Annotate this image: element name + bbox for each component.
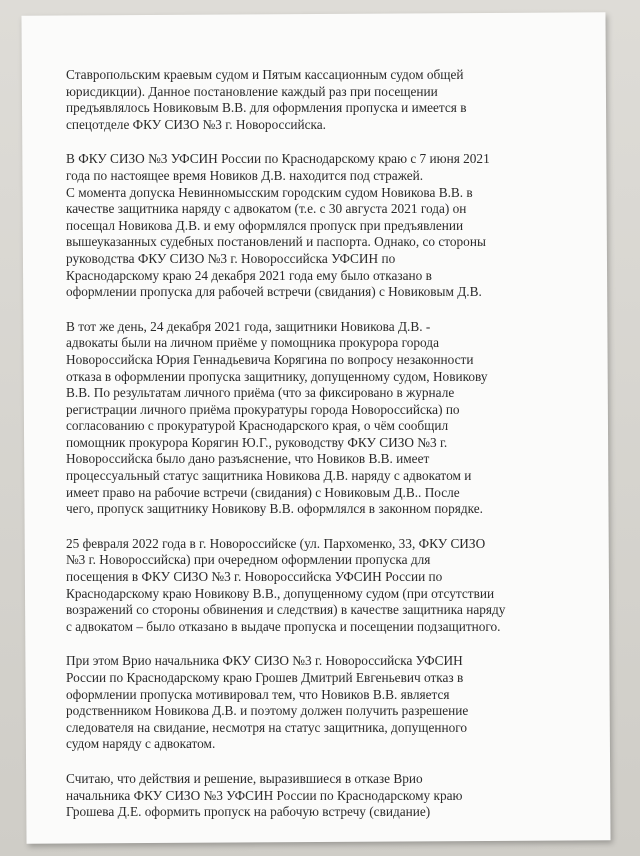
text-line: оформлении пропуска мотивировал тем, что Новиков В.В. является — [66, 686, 450, 702]
text-line: чего, пропуск защитнику Новикову В.В. оформлялся в законном порядке. — [66, 501, 483, 517]
paragraph-1 — [66, 67, 556, 133]
text-line: предъявлялось Новиковым В.В. для оформления пропуска и имеется в — [66, 100, 467, 116]
text-line: спецотделе ФКУ СИЗО №3 г. Новороссийска. — [66, 116, 326, 132]
text-line: При этом Врио начальника ФКУ СИЗО №3 г. Новороссийска УФСИН — [66, 653, 463, 669]
text-line: Считаю, что действия и решение, выразившиеся в отказе Врио — [66, 770, 423, 786]
paragraph-2 — [66, 151, 556, 300]
text-line: качестве защитника наряду с адвокатом (т.е. с 30 августа 2021 года) он — [66, 201, 467, 217]
text-line: В тот же день, 24 декабря 2021 года, защитники Новикова Д.В. - — [66, 318, 431, 334]
text-line: года по настоящее время Новиков Д.В. находится под стражей. — [66, 167, 424, 183]
text-line: вышеуказанных судебных постановлений и паспорта. Однако, со стороны — [66, 234, 486, 250]
text-line: В.В. По результатам личного приёма (что за фиксировано в журнале — [66, 385, 455, 401]
text-line: отказа в оформлении пропуска защитнику, допущенному судом, Новикову — [66, 368, 488, 384]
document-body — [66, 67, 556, 821]
paragraph-3 — [66, 319, 556, 518]
text-line: Краснодарскому краю Новикову В.В., допущенному судом (при отсутствии — [66, 585, 495, 601]
text-line: Ставропольским краевым судом и Пятым кассационным судом общей — [66, 67, 464, 82]
paragraph-6 — [66, 771, 556, 821]
text-line: регистрации личного приёма прокуратуры города Новороссийска) по — [66, 401, 460, 417]
text-line: С момента допуска Невинномысским городским судом Новикова В.В. в — [66, 184, 473, 200]
text-line: имеет право на рабочие встречи (свидания) с Новиковым Д.В.. После — [66, 484, 460, 500]
text-line: №3 г. Новороссийска) при очередном оформлении пропуска для — [66, 552, 431, 568]
text-line: руководства ФКУ СИЗО №3 г. Новороссийска УФСИН по — [66, 250, 396, 266]
text-line: начальника ФКУ СИЗО №3 УФСИН России по Краснодарскому краю — [66, 787, 463, 803]
text-line: 25 февраля 2022 года в г. Новороссийске (ул. Пархоменко, 33, ФКУ СИЗО — [66, 535, 486, 551]
text-line: посещал Новикова Д.В. и ему оформлялся пропуск при предъявлении — [66, 217, 464, 233]
text-line: помощник прокурора Корягин Ю.Г., руководству ФКУ СИЗО №3 г. — [66, 434, 448, 450]
text-line: с адвокатом – было отказано в выдаче пропуска и посещении подзащитного. — [66, 618, 501, 634]
text-line: оформлении пропуска для рабочей встречи (свидания) с Новиковым Д.В. — [66, 284, 482, 300]
text-line: Грошева Д.Е. оформить пропуск на рабочую встречу (свидание) — [66, 804, 431, 820]
text-line: Новороссийска было дано разъяснение, что Новиков В.В. имеет — [66, 451, 430, 467]
text-line: юрисдикции). Данное постановление каждый раз при посещении — [66, 83, 438, 99]
text-line: следователя на свидание, несмотря на статус защитника, допущенного — [66, 719, 468, 735]
paragraph-5 — [66, 653, 556, 753]
text-line: Новороссийска Юрия Геннадьевича Корягина по вопросу незаконности — [66, 351, 474, 367]
text-line: адвокаты были на личном приёме у помощника прокурора города — [66, 335, 439, 351]
text-line: родственником Новикова Д.В. и поэтому должен получить разрешение — [66, 703, 469, 719]
text-line: Краснодарскому краю 24 декабря 2021 года ему было отказано в — [66, 267, 432, 283]
text-line: согласованию с прокуратурой Краснодарского края, о чём сообщил — [66, 418, 449, 434]
paragraph-4 — [66, 536, 556, 636]
text-line: В ФКУ СИЗО №3 УФСИН России по Краснодарскому краю с 7 июня 2021 — [66, 151, 490, 167]
text-line: России по Краснодарскому краю Грошев Дмитрий Евгеньевич отказ в — [66, 670, 464, 685]
text-line: возражений со стороны обвинения и следствия) в качестве защитника наряду — [66, 602, 506, 618]
text-line: посещения в ФКУ СИЗО №3 г. Новороссийска УФСИН России по — [66, 569, 443, 585]
text-line: судом наряду с адвокатом. — [66, 736, 216, 752]
text-line: процессуальный статус защитника Новикова Д.В. наряду с адвокатом и — [66, 468, 472, 484]
